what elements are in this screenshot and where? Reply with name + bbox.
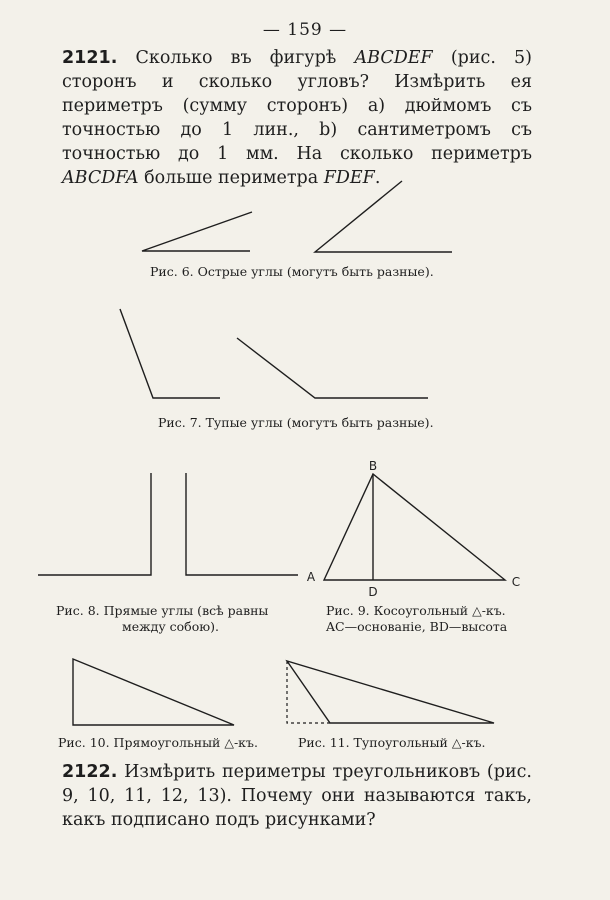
fig11-obtuse-triangle — [287, 661, 494, 723]
fig7-angle-left — [120, 309, 220, 398]
fig11-caption: Рис. 11. Тупоугольный △-къ. — [298, 735, 486, 750]
fig8-angle-right — [186, 473, 298, 575]
fig9-triangle — [324, 474, 505, 580]
fig7-angle-right — [237, 338, 428, 398]
fig8-angle-left — [38, 473, 151, 575]
fig9-label-a: A — [306, 570, 316, 584]
figure-fdef: FDEF — [323, 168, 375, 188]
figure-abcdef: ABCDEF — [354, 48, 433, 68]
fig8-caption-line2: между собою). — [122, 619, 219, 634]
fig6-angle-left — [142, 212, 252, 251]
problem-2122-text: Измѣрить периметры треугольниковъ (рис. 9, 10, 11, 12, 13). Почему они называются такъ, какъ подписано подъ рисунками? — [62, 762, 532, 830]
page-number: — 159 — — [262, 20, 348, 40]
problem-2121-text-4: . — [374, 168, 381, 188]
fig6-acute-angles — [142, 181, 452, 252]
problem-2121-text-2: (рис. 5) сторонъ и сколько угловъ? Измѣрить ея периметръ (сумму сторонъ) а) дюймомъ съ точностью до 1 лин., b) сантиметромъ съ точностью до 1 мм. На сколько периметръ — [62, 48, 532, 164]
fig8-caption — [56, 603, 286, 635]
fig7-obtuse-angles — [120, 309, 428, 398]
fig6-caption: Рис. 6. Острые углы (могутъ быть разные). — [150, 264, 434, 279]
figure-abcdfa: ABCDFA — [62, 168, 139, 188]
fig6-angle-right — [315, 181, 452, 252]
problem-2121-number: 2121. — [62, 48, 118, 68]
fig9-label-d: D — [368, 585, 378, 599]
fig8-caption-line1: Рис. 8. Прямые углы (всѣ равны — [56, 603, 269, 618]
problem-2121-text-1: Сколько въ фигурѣ — [117, 48, 355, 68]
fig9-caption — [326, 603, 536, 635]
fig11-triangle — [287, 661, 494, 723]
fig9-label-c: C — [511, 575, 521, 589]
fig10-caption: Рис. 10. Прямоугольный △-къ. — [58, 735, 258, 750]
fig9-scalene-triangle — [307, 459, 520, 599]
problem-2121-text-3: больше периметра — [138, 168, 324, 188]
fig9-label-b: B — [368, 459, 378, 473]
fig10-right-triangle — [73, 659, 234, 725]
fig9-caption-line1: Рис. 9. Косоугольный △-къ. — [326, 603, 506, 618]
problem-2122 — [62, 760, 532, 832]
problem-2122-number: 2122. — [62, 762, 118, 782]
fig7-caption: Рис. 7. Тупые углы (могутъ быть разные). — [158, 415, 434, 430]
fig9-caption-line2: AC—основаніе, BD—высота — [326, 619, 508, 634]
fig8-right-angles — [38, 473, 298, 575]
